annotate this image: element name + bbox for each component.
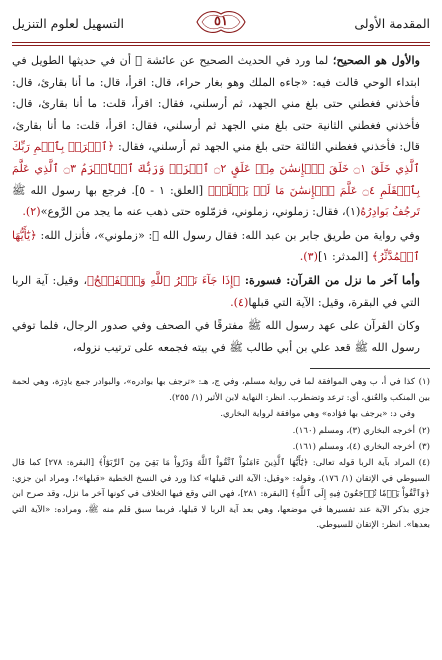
paragraph bbox=[12, 225, 430, 268]
footnote bbox=[12, 440, 430, 455]
text-segment: والأول هو الصحيح؛ bbox=[328, 53, 420, 67]
text-segment: (١)، فقال: زملوني، زملوني، فزمّلوه حتى ذهب عنه ما يجد من الرَّوع» bbox=[40, 205, 361, 219]
text-segment: [المدثر: ١] bbox=[318, 250, 372, 264]
footnote bbox=[12, 456, 430, 533]
text-segment: وكان القرآن على عهد رسول الله ﷺ مفترقًا في الصحف وفي صدور الرجال، فلما توفي رسول الله ﷺ قعد علي بن أبي طالب ﷺ في بيته فجمعه على ترتيب نزوله، bbox=[12, 319, 420, 354]
footnote-text: أخرجه البخاري (٤)، ومسلم (١٦١). bbox=[292, 441, 415, 452]
footnote-text: كذا في أ، ب وهي الموافقة لما في رواية مسلم، وفي ج، هـ: «ترجف بها بوادره»، والبوادر جمع بادِرَة، وهي لحمة بين المنكب والعُنق، أي: ترعد وتضطرب. انظر: النهاية لابن الأثير (١/ ٢٥٥). bbox=[12, 377, 430, 403]
footnote bbox=[12, 407, 430, 422]
paragraph bbox=[12, 315, 430, 358]
highlighted-text: ﴿إِذَا جَآءَ نَصۡرُ ٱللَّهِ وَٱلۡفَتۡحُ﴾ bbox=[87, 273, 240, 287]
footnote-text: المراد بآية الربا قوله تعالى: ﴿يَٰٓأَيُّهَا ٱلَّذِينَ ءَامَنُواْ ٱتَّقُواْ ٱللَّهَ وَذَرُواْ مَا بَقِيَ مِنَ ٱلرِّبَوٰٓاْ﴾ [البقرة: ٢٧٨] كما قال السيوطي في الإتقان (١/ ١٧٦)، وقوله: «وقيل: الآية التي قبلها» كذا ورد في النسخ الخطية «قبلها»!، ومراد ابن جزي: ﴿وَٱتَّقُواْ يَوۡمٗا تُرۡجَعُونَ فِيهِ إِلَى ٱللَّهِ﴾ [البقرة: ٢٨١]، فهي التي وقع فيها الخلاف في كونها آخر ما نزل، وقد صرح ابن جزي بذكر الآية عند تفسيرها في موضعها، وهي بعد آية الربا لا قبلها، فربما سبق قلم منه ﷺ، ومراده: «الآية التي بعدها». انظر: الإتقان للسيوطي. bbox=[12, 458, 430, 530]
header-book-title: التسهيل لعلوم التنزيل bbox=[12, 15, 124, 31]
highlighted-text: (٢). bbox=[22, 205, 41, 219]
footnote-divider bbox=[310, 368, 430, 369]
footnote-number: (١) bbox=[418, 377, 430, 388]
highlighted-text: (٣). bbox=[299, 250, 319, 264]
footnotes bbox=[12, 375, 430, 533]
text-segment: لما ورد في الحديث الصحيح عن عائشة ﷺ أن في حديثها الطويل في ابتداء الوحي قالت فيه: «جاءه الملك وهو بغار حراء، قال: اقرأ، قال: ما أنا بقارئ، قال: فأخذني فغطني حتى بلغ مني الجهد، ثم أرسلني، فقال: اقرأ، قلت: ما أنا بقارئ، قال: فأخذني فغطني الثانية حتى بلغ مني الجهد ثم أرسلني، فقال: اقرأ، قلت: ما أنا بقارئ، قال: فأخذني فغطني الثالثة حتى بلغ مني الجهد ثم أرسلني، فقال: bbox=[12, 54, 420, 154]
header-chapter-title: المقدمة الأولى bbox=[354, 15, 430, 31]
header-rule-thin bbox=[12, 45, 430, 46]
header-rule bbox=[12, 42, 430, 43]
highlighted-text: ﴿يَٰٓأَيُّهَا ٱلۡمُدَّثِّرُ﴾ bbox=[12, 228, 420, 264]
footnote-number: (٣) bbox=[418, 441, 430, 452]
footnote-number: (٢) bbox=[418, 425, 430, 436]
text-segment: وفي رواية من طريق جابر بن عبد الله: فقال رسول الله ﷺ: «زملوني»، فأنزل الله: bbox=[36, 228, 420, 242]
page-number: ٥١ bbox=[214, 13, 228, 29]
footnote-text: وفي د: «يرجف بها فؤاده» وهي موافقة لرواية البخاري. bbox=[220, 409, 415, 420]
page-header bbox=[12, 6, 430, 40]
page-number-ornament bbox=[193, 8, 249, 38]
paragraph bbox=[12, 270, 430, 313]
footnote-number: (٤) bbox=[418, 458, 431, 469]
paragraph bbox=[12, 50, 430, 223]
footnote bbox=[12, 424, 430, 439]
text-segment: [العلق: ١ - ٥]. فرجع بها رسول الله ﷺ bbox=[12, 183, 209, 197]
highlighted-text: تَرجُفُ بَوادِرُهُ bbox=[360, 205, 420, 219]
footnote bbox=[12, 375, 430, 406]
text-segment: ، وقيل: آية الربا التي في البقرة، وقيل: الآية التي قبلها bbox=[12, 273, 420, 309]
highlighted-text: (٤). bbox=[230, 295, 249, 309]
text-segment: وأما آخر ما نزل من القرآن: فسورة: bbox=[239, 272, 420, 287]
main-text bbox=[12, 50, 430, 358]
highlighted-text: ﴿ٱقۡرَأۡ بِٱسۡمِ رَبِّكَ ٱلَّذِي خَلَقَ ۝١ خَلَقَ ٱلۡإِنسَٰنَ مِنۡ عَلَقٍ ۝٢ ٱقۡرَأۡ وَرَبُّكَ ٱلۡأَكۡرَمُ ۝٣ ٱلَّذِي عَلَّمَ بِٱلۡقَلَمِ ۝٤ عَلَّمَ ٱلۡإِنسَٰنَ مَا لَمۡ يَعۡلَمۡ﴾ bbox=[12, 140, 420, 197]
footnote-text: أخرجه البخاري (٣)، ومسلم (١٦٠). bbox=[292, 425, 415, 436]
